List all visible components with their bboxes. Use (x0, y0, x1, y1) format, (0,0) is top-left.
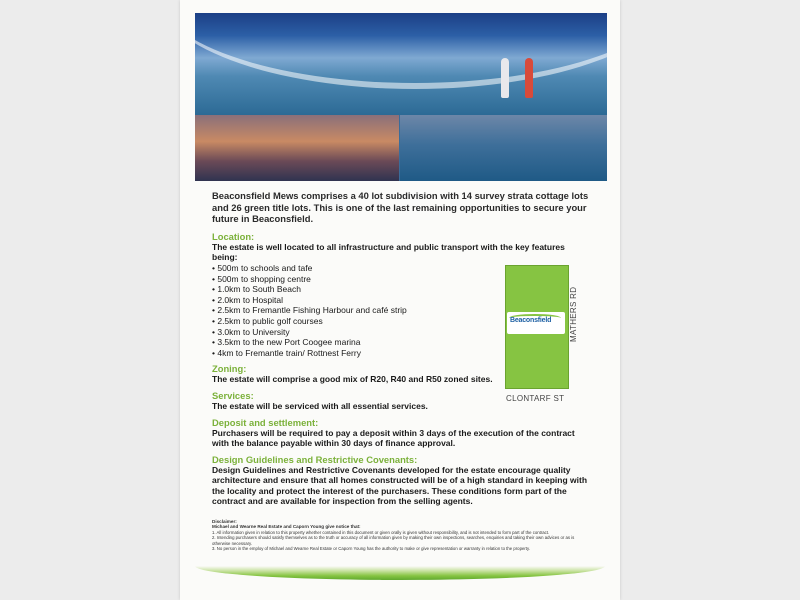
list-item: • 500m to shopping centre (212, 274, 502, 285)
beach-couple-photo (195, 13, 607, 115)
deposit-text: Purchasers will be required to pay a deposit within 3 days of the execution of the contract with the balance payable within 30 days of finance approval. (212, 427, 575, 449)
beaconsfield-logo (507, 312, 565, 334)
photo-arc-decoration (195, 13, 607, 89)
disclaimer (212, 519, 592, 551)
deposit-heading: Deposit and settlement: (212, 416, 319, 428)
list-item: • 2.5km to Fremantle Fishing Harbour and café strip (212, 305, 502, 316)
list-item: • 2.5km to public golf courses (212, 316, 502, 327)
location-list (212, 263, 502, 358)
list-item: • 2.0km to Hospital (212, 295, 502, 306)
list-item: • 1.0km to South Beach (212, 284, 502, 295)
harbour-boats-photo (400, 115, 607, 181)
services-heading: Services: (212, 389, 254, 401)
location-heading: Location: (212, 230, 255, 242)
list-item: • 4km to Fremantle train/ Rottnest Ferry (212, 348, 502, 359)
road-label-mathers: MATHERS RD (569, 286, 578, 342)
road-label-clontarf: CLONTARF ST (506, 394, 565, 403)
marina-sunset-photo (195, 115, 399, 181)
disclaimer-item: 1. All information given in relation to this property whether contained in this document or given orally is given without responsibility, and is not intended to form part of the contract. (212, 529, 550, 535)
photo-collage (195, 13, 607, 181)
logo-text: Beaconsfield (510, 317, 552, 324)
design-text: Design Guidelines and Restrictive Covenants developed for the estate encourage quality architecture and ensure that all homes constructed will be of a high standard in keeping with the locality and protect the interest of the purchasers. These conditions form part of the contract and are available for inspection from the selling agents. (212, 464, 588, 507)
list-item: • 500m to schools and tafe (212, 263, 502, 274)
person-figure (525, 58, 533, 98)
disclaimer-item: 2. Intending purchasers should satisfy themselves as to the truth or accuracy of all information given by making their own inspections, searches, enquiries and taking their own advices or as is otherwise necessary. (212, 535, 575, 546)
zoning-text: The estate will comprise a good mix of R20, R40 and R50 zoned sites. (212, 374, 493, 385)
disclaimer-lead: Michael and Wearne Real Estate and Caporn Young give notice that: (212, 524, 361, 530)
list-item: • 3.5km to the new Port Coogee marina (212, 337, 502, 348)
location-lead: The estate is well located to all infrastructure and public transport with the key features being: (212, 241, 565, 263)
person-figure (501, 58, 509, 98)
design-heading: Design Guidelines and Restrictive Covenants: (212, 453, 418, 465)
zoning-heading: Zoning: (212, 363, 247, 375)
intro-paragraph: Beaconsfield Mews comprises a 40 lot subdivision with 14 survey strata cottage lots and 26 green title lots. This is one of the last remaining opportunities to secure your future in Beaconsfield. (212, 190, 589, 225)
services-text: The estate will be serviced with all essential services. (212, 400, 428, 411)
disclaimer-title: Disclaimer: (212, 519, 237, 525)
list-item: • 3.0km to University (212, 327, 502, 338)
disclaimer-item: 3. No person in the employ of Michael and Wearne Real Estate or Caporn Young has the authority to make or give representation or warranty in relation to the property. (212, 546, 530, 552)
